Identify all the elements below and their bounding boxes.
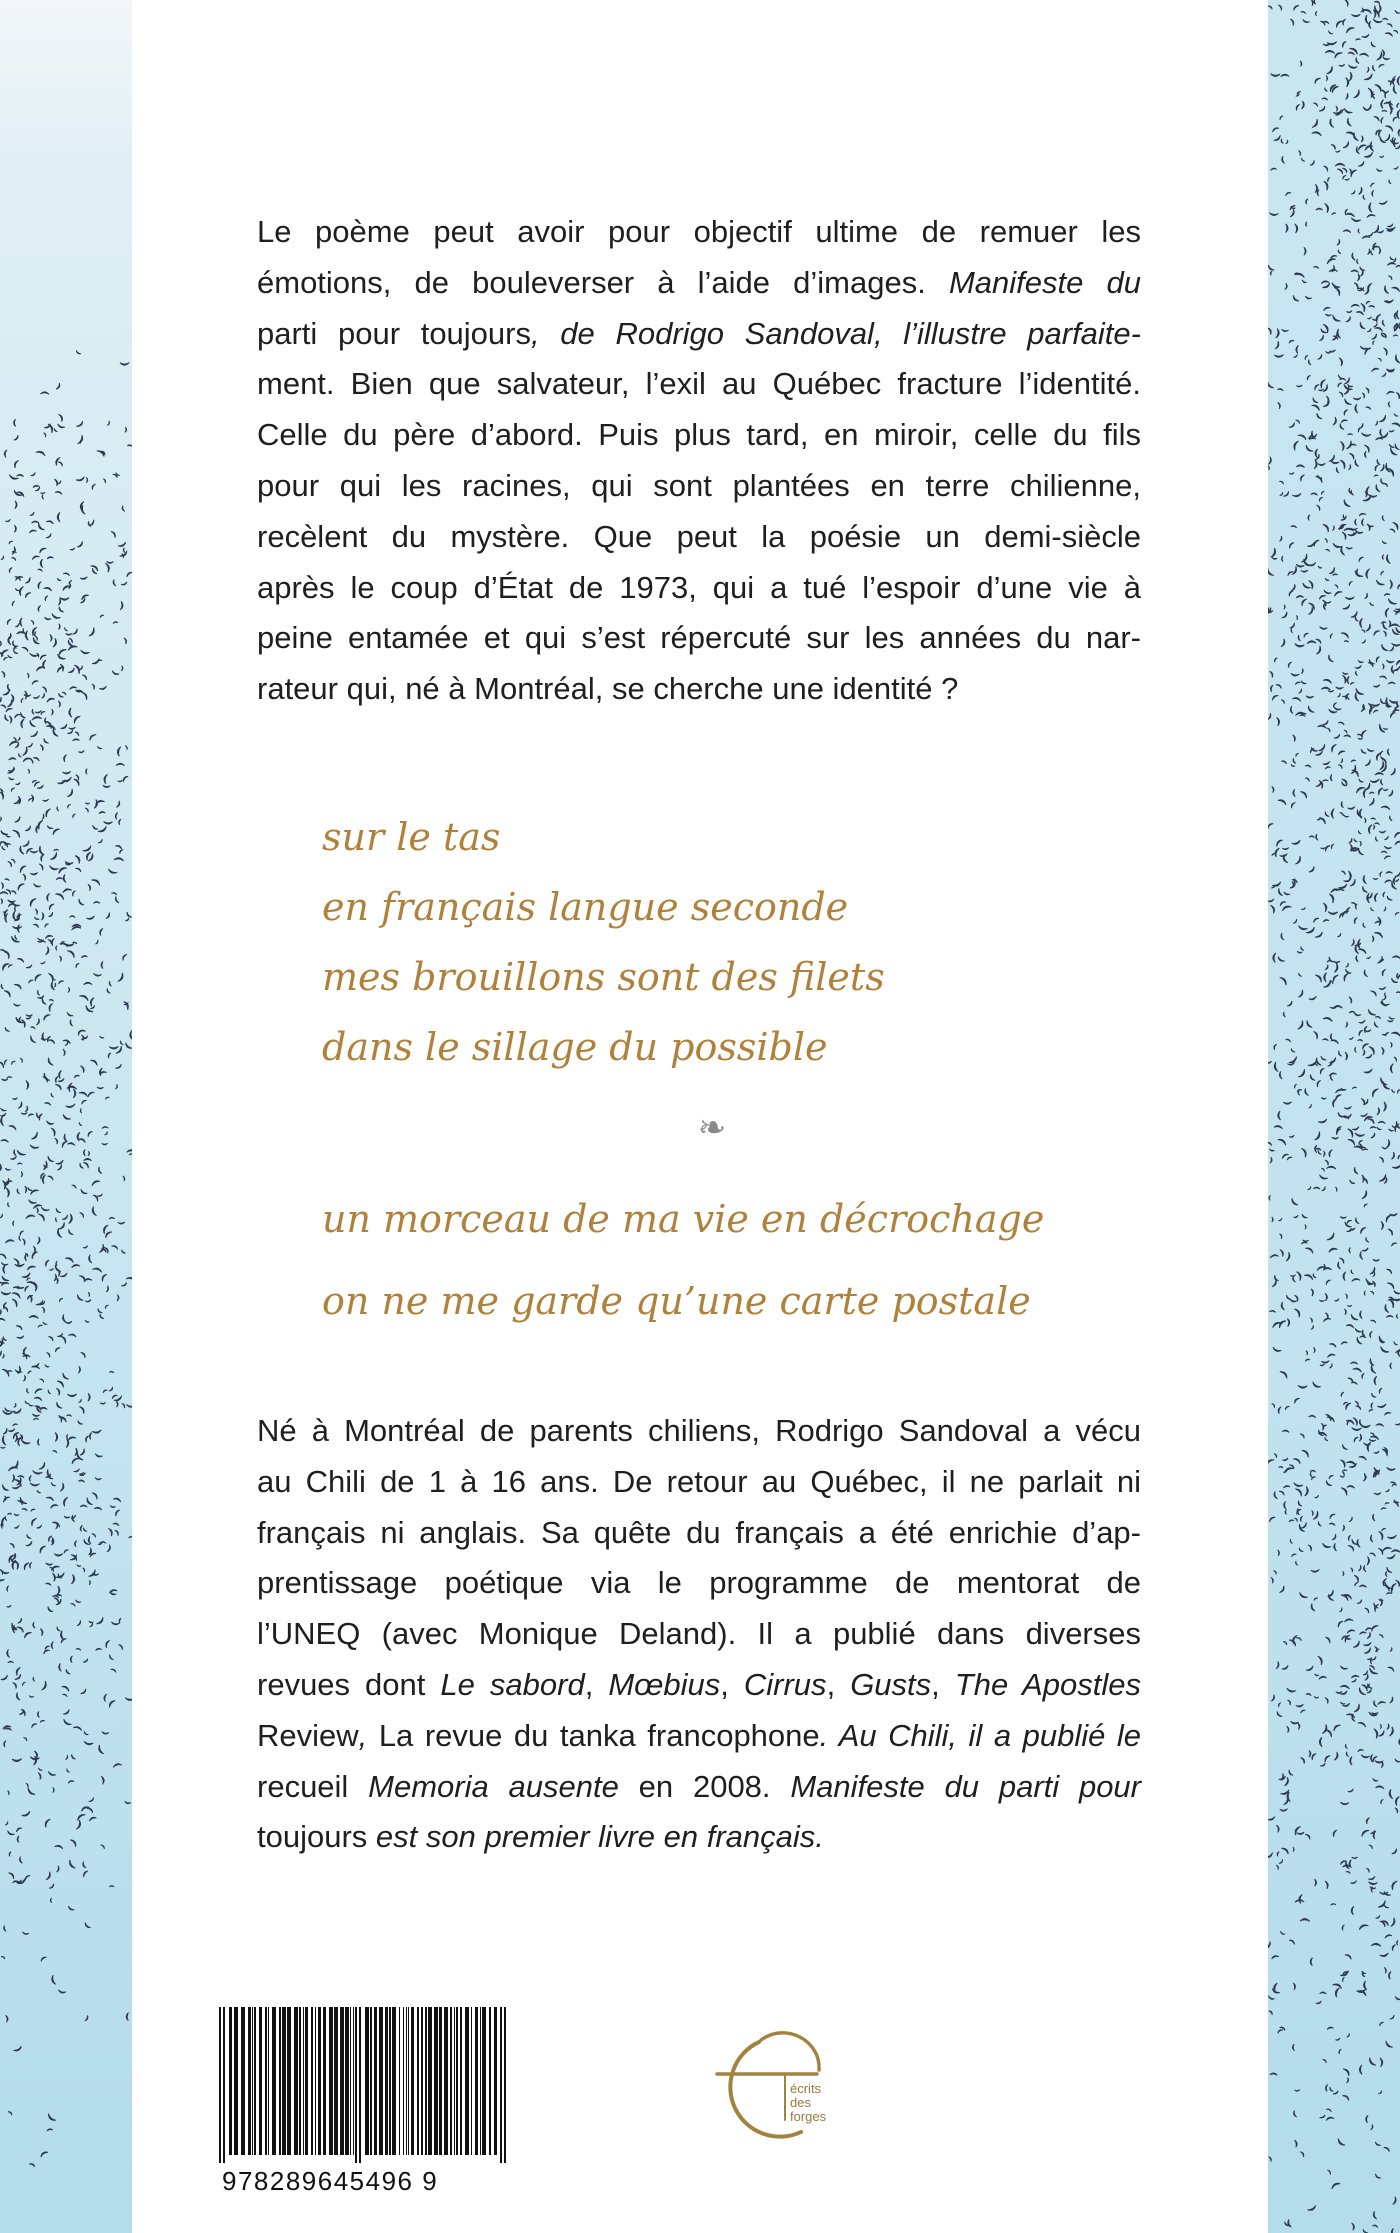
barcode-bar: [428, 2007, 432, 2155]
text-line: [257, 1711, 1141, 1762]
text-run: ,: [584, 1666, 609, 1702]
text-run: l’UNEQ (avec Monique Deland). Il a publié dans diverses: [257, 1616, 1141, 1652]
text-run: parti pour toujours: [257, 315, 531, 351]
barcode-bar: [229, 2007, 232, 2155]
text-line: [257, 1508, 1141, 1559]
barcode-bar: [359, 2007, 361, 2163]
barcode-bar: [425, 2007, 427, 2155]
barcode-bar: [444, 2007, 448, 2155]
italic-title: Manifeste du: [948, 264, 1141, 300]
text-run: français ni anglais. Sa quête du français a été enrichie d’ap-: [257, 1514, 1141, 1550]
text-run: peine entamée et qui s’est répercuté sur les années du nar-: [257, 620, 1141, 656]
barcode-bar: [456, 2007, 458, 2155]
barcode-bar: [318, 2007, 321, 2155]
barcode-bar: [234, 2007, 238, 2155]
barcode-bar: [434, 2007, 438, 2155]
text-run: rateur qui, né à Montréal, se cherche une identité ?: [257, 671, 959, 707]
text-run: ,: [931, 1666, 955, 1702]
text-run: émotions, de bouleverser à l’aide d’images.: [257, 264, 949, 300]
italic-title: The Apostles: [954, 1666, 1141, 1702]
barcode-bar: [272, 2007, 276, 2155]
bird-flock-right: [1268, 0, 1400, 2233]
barcode-bar: [417, 2007, 419, 2155]
barcode-bar: [500, 2007, 502, 2163]
isbn-number: 978289645496 9: [222, 2166, 439, 2196]
barcode-bar: [223, 2007, 225, 2163]
barcode-bar: [265, 2007, 267, 2155]
barcode-bar: [379, 2007, 383, 2155]
barcode-bar: [334, 2007, 338, 2155]
text-run: au Chili de 1 à 16 ans. De retour au Québec, il ne parlait ni: [257, 1463, 1141, 1499]
text-run: Le poème peut avoir pour objectif ultime de remuer les: [257, 214, 1141, 249]
poem-line: on ne me garde qu’une carte postale: [322, 1279, 1031, 1323]
text-run: La revue du tanka francophone: [378, 1717, 820, 1753]
text-run: revues dont: [257, 1666, 441, 1702]
barcode-bar: [353, 2007, 354, 2155]
italic-title: Memoria ausente: [368, 1768, 619, 1804]
italic-title: Le sabord: [440, 1666, 585, 1702]
publisher-name-line: écrits: [790, 2081, 822, 2096]
barcode-bar: [315, 2007, 316, 2155]
barcode-bar: [299, 2007, 301, 2155]
text-line: [257, 613, 1141, 664]
barcode-bar: [385, 2007, 388, 2155]
barcode-bar: [219, 2007, 221, 2163]
barcode-bar: [392, 2007, 396, 2155]
publisher-logo: [705, 2008, 915, 2158]
barcode-bar: [241, 2007, 245, 2155]
text-run: toujours: [257, 1819, 368, 1855]
text-run: ment. Bien que salvateur, l’exil au Québec fracture l’identité.: [257, 366, 1141, 402]
text-line: [257, 563, 1141, 614]
italic-title: , de Rodrigo Sandoval, l’illustre parfaite-: [531, 315, 1141, 351]
bird-flock-right-art: [1268, 0, 1400, 2233]
barcode-bar: [350, 2007, 351, 2155]
barcode-bars: [207, 2003, 527, 2163]
text-line: [257, 512, 1141, 563]
author-bio-paragraph: [257, 1406, 1141, 1863]
text-line: [257, 1812, 1141, 1863]
barcode-bar: [421, 2007, 423, 2155]
barcode-bar: [480, 2007, 481, 2155]
barcode-bar: [482, 2007, 486, 2155]
barcode-bar: [355, 2007, 357, 2163]
poem-line: en français langue seconde: [322, 885, 849, 929]
barcode-bar: [248, 2007, 251, 2155]
text-line: [257, 1660, 1141, 1711]
italic-title: Gusts: [850, 1666, 932, 1702]
text-line: [257, 207, 1141, 258]
barcode-bar: [389, 2007, 391, 2155]
text-line: [257, 1558, 1141, 1609]
italic-title: Manifeste du parti pour: [790, 1768, 1141, 1804]
italic-title: Mœbius: [608, 1666, 721, 1702]
poem-line: un morceau de ma vie en décrochage: [322, 1197, 1045, 1241]
text-line: [257, 1762, 1141, 1813]
barcode-bar: [465, 2007, 469, 2155]
text-run: Celle du père d’abord. Puis plus tard, en miroir, celle du fils: [257, 417, 1141, 453]
barcode-bar: [287, 2007, 291, 2155]
barcode-bar: [279, 2007, 281, 2155]
text-run: Review: [257, 1717, 359, 1753]
publisher-name: [790, 2082, 826, 2124]
barcode-bar: [311, 2007, 313, 2155]
text-run: en 2008.: [618, 1768, 791, 1804]
italic-title: ,: [358, 1717, 379, 1753]
barcode-bar: [489, 2007, 491, 2155]
barcode-bar: [406, 2007, 407, 2155]
italic-title: est son premier livre en français.: [367, 1819, 824, 1855]
text-line: [257, 1406, 1141, 1457]
bird-flock-left-art: [0, 0, 132, 2233]
poem-line: sur le tas: [322, 815, 501, 859]
barcode-bar: [259, 2007, 262, 2155]
text-line: [257, 309, 1141, 360]
barcode-bar: [268, 2007, 269, 2155]
text-line: [257, 410, 1141, 461]
text-run: pour qui les racines, qui sont plantées en terre chilienne,: [257, 467, 1141, 503]
italic-title: . Au Chili, il a publié le: [819, 1717, 1142, 1753]
barcode-bar: [403, 2007, 404, 2155]
barcode-bar: [411, 2007, 414, 2155]
text-run: recueil: [257, 1768, 369, 1804]
barcode-bar: [345, 2007, 349, 2155]
italic-title: Cirrus: [743, 1666, 827, 1702]
publisher-name-line: forges: [790, 2109, 827, 2124]
barcode-bar: [504, 2007, 506, 2163]
barcode-bar: [303, 2007, 304, 2155]
barcode-bar: [282, 2007, 286, 2155]
barcode-bar: [254, 2007, 256, 2155]
barcode-bar: [399, 2007, 400, 2155]
text-line: [257, 258, 1141, 309]
barcode-bar: [294, 2007, 298, 2155]
poem-stanza-2: [322, 1178, 1222, 1342]
barcode-bar: [305, 2007, 308, 2155]
barcode-bar: [439, 2007, 442, 2155]
barcode-bar: [460, 2007, 462, 2155]
text-line: [257, 1609, 1141, 1660]
poem-stanza-1: [322, 802, 1222, 1082]
text-line: [257, 359, 1141, 410]
text-run: recèlent du mystère. Que peut la poésie un demi-siècle: [257, 518, 1141, 554]
bird-flock-left: [0, 0, 132, 2233]
barcode-bar: [365, 2007, 369, 2155]
barcode-bar: [454, 2007, 455, 2155]
isbn-barcode: [207, 2003, 527, 2203]
barcode-bar: [471, 2007, 472, 2155]
barcode-bar: [475, 2007, 478, 2155]
text-run: Né à Montréal de parents chiliens, Rodrigo Sandoval a vécu: [257, 1413, 1141, 1448]
barcode-bar: [252, 2007, 253, 2155]
barcode-bar: [323, 2007, 326, 2155]
barcode-bar: [340, 2007, 344, 2155]
text-run: prentissage poétique via le programme de mentorat de: [257, 1565, 1141, 1601]
barcode-bar: [408, 2007, 409, 2155]
text-line: [257, 664, 1141, 715]
publisher-name-line: des: [790, 2095, 811, 2110]
text-run: après le coup d’État de 1973, qui a tué l’espoir d’une vie à: [257, 569, 1141, 605]
barcode-bar: [370, 2007, 372, 2155]
poem-line: dans le sillage du possible: [322, 1025, 828, 1069]
barcode-bar: [374, 2007, 377, 2155]
barcode-bar: [450, 2007, 452, 2155]
poem-line: mes brouillons sont des filets: [322, 955, 885, 999]
ornament-divider: ❧: [697, 1108, 727, 1148]
barcode-bar: [329, 2007, 333, 2155]
text-line: [257, 1457, 1141, 1508]
text-line: [257, 461, 1141, 512]
text-run: ,: [720, 1666, 744, 1702]
back-cover-page: [132, 0, 1268, 2233]
barcode-bar: [494, 2007, 497, 2155]
text-run: ,: [826, 1666, 851, 1702]
intro-paragraph: [257, 207, 1141, 715]
